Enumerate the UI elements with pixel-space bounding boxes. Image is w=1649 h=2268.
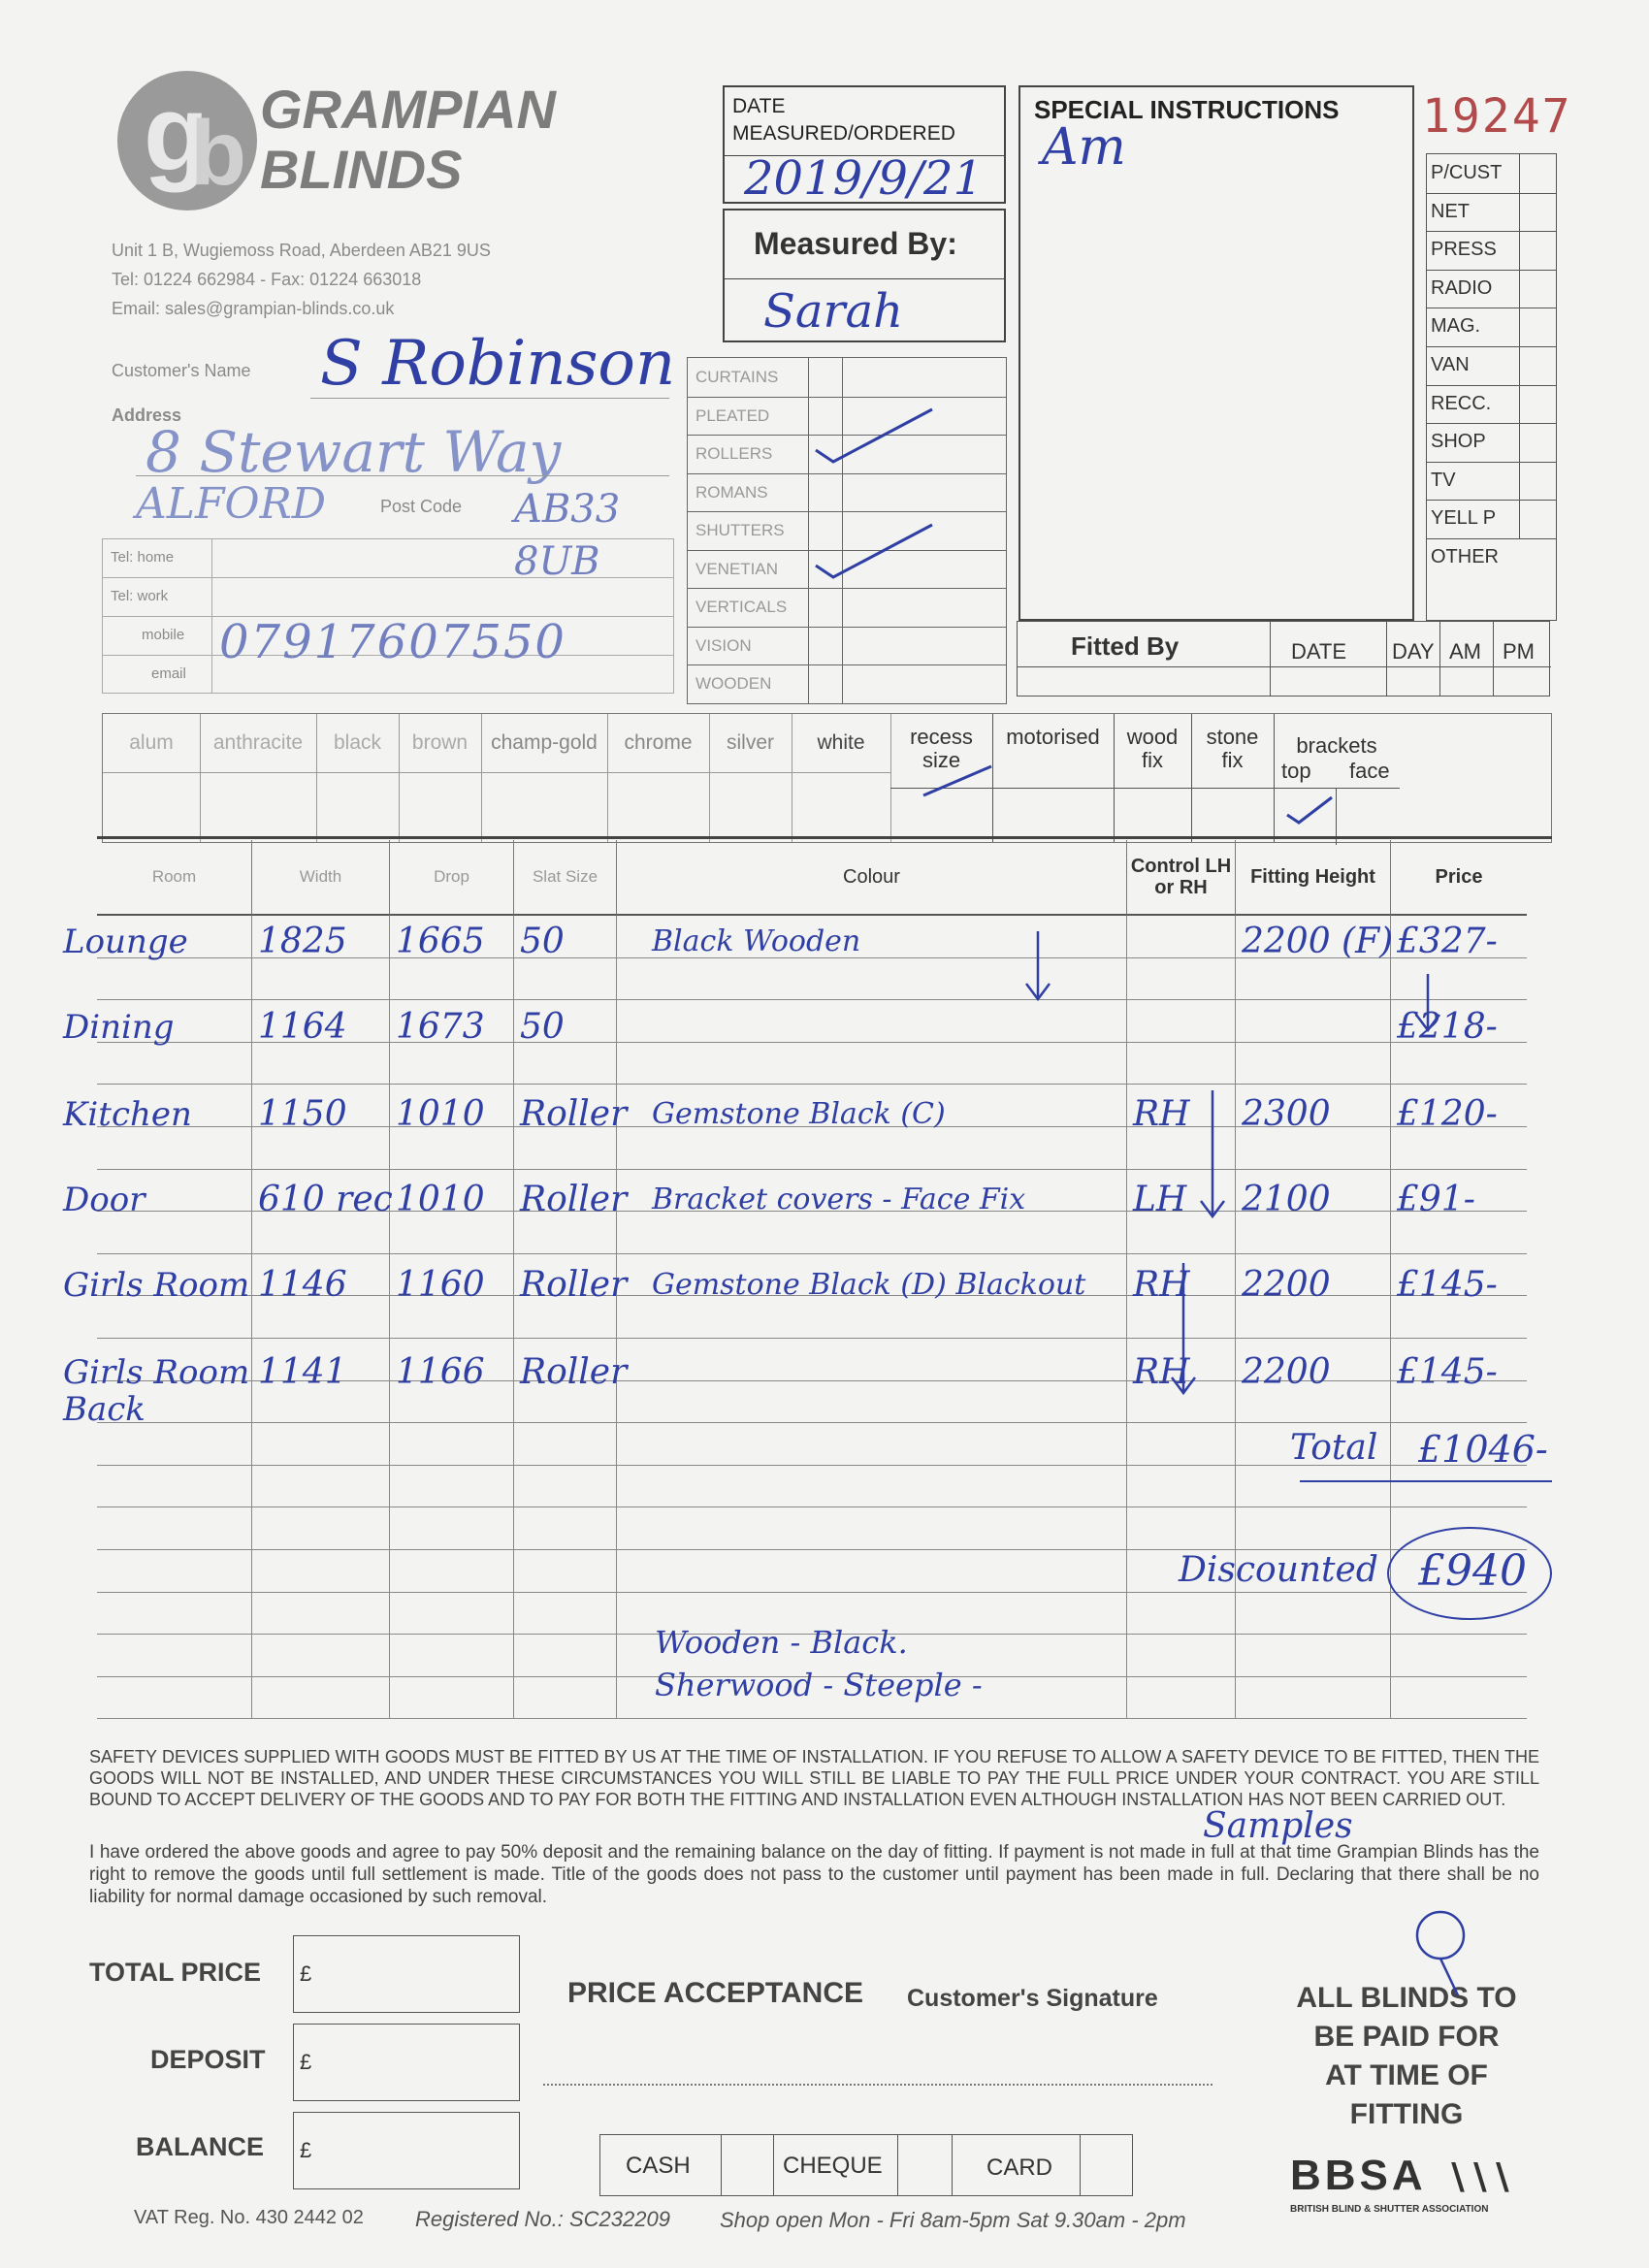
row-room: Kitchen xyxy=(63,1095,192,1134)
phone-box xyxy=(102,538,674,694)
table-cell[interactable] xyxy=(252,1550,390,1593)
column-header-label: Room xyxy=(151,867,197,886)
notice-line-1: ALL BLINDS TO xyxy=(1296,1982,1517,2014)
table-cell[interactable] xyxy=(252,1593,390,1636)
fitted-by-label: Fitted By xyxy=(1071,632,1180,661)
row-width: 610 rec xyxy=(258,1180,393,1219)
cash-label: CASH xyxy=(626,2153,691,2179)
option-wood-fix xyxy=(1114,714,1192,842)
source-checkbox[interactable] xyxy=(1519,385,1557,424)
table-row[interactable] xyxy=(63,1352,1552,1432)
measured-by-label: Measured By: xyxy=(754,226,957,261)
source-label: RADIO xyxy=(1431,276,1493,299)
table-row[interactable] xyxy=(63,1180,1552,1259)
column-header-colour xyxy=(617,840,1127,916)
down-arrow-icon xyxy=(1018,931,1057,1014)
vat-number: VAT Reg. No. 430 2442 02 xyxy=(134,2207,364,2228)
cheque-option[interactable] xyxy=(773,2135,898,2195)
table-cell[interactable] xyxy=(97,1507,252,1550)
row-room: Lounge xyxy=(63,923,188,961)
finish-cell xyxy=(607,714,710,842)
tel-home-label: Tel: home xyxy=(111,549,175,566)
source-label: SHOP xyxy=(1431,431,1486,453)
row-control: RH xyxy=(1133,1352,1190,1392)
finish-cell xyxy=(792,714,891,842)
postcode-label: Post Code xyxy=(380,497,463,516)
option-label: wood fix xyxy=(1126,725,1179,772)
deposit-currency: £ xyxy=(300,2050,312,2074)
table-row[interactable] xyxy=(63,1094,1552,1174)
source-checkbox[interactable] xyxy=(1519,423,1557,462)
row-colour: Black Wooden xyxy=(652,924,861,958)
table-cell[interactable] xyxy=(1127,1507,1236,1550)
finish-checkbox[interactable] xyxy=(709,772,792,845)
fitted-day-label: DAY xyxy=(1392,639,1435,664)
bbsa-logo-stripes: ∖∖∖ xyxy=(1445,2157,1512,2197)
finish-checkbox[interactable] xyxy=(316,772,399,845)
source-label: PRESS xyxy=(1431,239,1497,261)
table-cell[interactable] xyxy=(390,1593,514,1636)
special-instructions-value: Am xyxy=(1042,118,1126,177)
row-price: £327- xyxy=(1397,922,1498,961)
company-tel-fax: Tel: 01224 662984 - Fax: 01224 663018 xyxy=(112,270,422,289)
table-cell[interactable] xyxy=(1127,1677,1236,1720)
row-drop: 1010 xyxy=(396,1180,485,1219)
option-stone-fix xyxy=(1191,714,1275,842)
card-option[interactable] xyxy=(952,2135,1081,2195)
bbsa-name: BRITISH BLIND & SHUTTER ASSOCIATION xyxy=(1290,2204,1489,2215)
product-type-label: ROLLERS xyxy=(695,444,773,463)
payment-notice xyxy=(1242,1979,1571,2134)
check-mark-icon xyxy=(812,407,938,470)
note-line-2: Sherwood - Steeple - xyxy=(655,1667,983,1703)
source-row xyxy=(1427,193,1556,233)
finish-label: silver xyxy=(726,731,774,754)
payment-method-box xyxy=(599,2134,1133,2196)
table-cell[interactable] xyxy=(97,1593,252,1636)
mobile-label: mobile xyxy=(142,627,185,643)
finish-cell xyxy=(200,714,317,842)
cash-option[interactable] xyxy=(600,2135,722,2195)
table-row[interactable] xyxy=(63,1007,1552,1086)
table-cell[interactable] xyxy=(390,1507,514,1550)
fitted-date-label: DATE xyxy=(1291,639,1347,664)
deposit-field[interactable] xyxy=(293,2024,520,2101)
table-cell[interactable] xyxy=(1127,1466,1236,1508)
svg-text:g: g xyxy=(144,74,210,193)
product-type-label: VISION xyxy=(695,635,752,655)
tel-work-label: Tel: work xyxy=(111,588,169,604)
finish-label: white xyxy=(817,731,865,754)
source-row xyxy=(1427,500,1556,539)
total-price-label: TOTAL PRICE xyxy=(89,1958,262,1987)
row-width: 1146 xyxy=(258,1265,347,1305)
table-cell[interactable] xyxy=(514,1677,617,1720)
table-cell[interactable] xyxy=(1236,1635,1391,1677)
product-type-row xyxy=(688,627,1006,666)
order-table xyxy=(63,836,1552,1748)
row-fitting: 2200 xyxy=(1242,1352,1331,1392)
column-header-width xyxy=(252,840,390,916)
card-tick[interactable] xyxy=(1080,2135,1134,2195)
customer-name: S Robinson xyxy=(320,328,676,400)
customer-name-label: Customer's Name xyxy=(112,361,251,380)
bracket-top-label: top xyxy=(1281,759,1311,783)
product-type-label: VERTICALS xyxy=(695,598,788,616)
finish-label: chrome xyxy=(624,731,693,754)
finish-checkbox[interactable] xyxy=(399,772,481,845)
table-cell[interactable] xyxy=(617,1550,1127,1593)
finish-cell xyxy=(481,714,608,842)
finish-label: brown xyxy=(411,731,469,754)
row-room: Door xyxy=(63,1181,146,1219)
row-drop: 1673 xyxy=(396,1007,485,1047)
terms-safety: SAFETY DEVICES SUPPLIED WITH GOODS MUST BE FITTED BY US AT THE TIME OF INSTALLATION. IF YOU REFUSE TO ALLOW A SAFETY DEVICE TO BE FITTED, THEN THE GOODS WILL NOT BE INSTALLED, AND UNDER THESE CIRCUMSTANCES YOU WILL STILL BE LIABLE TO PAY THE FULL PRICE UNDER YOUR CONTRACT. YOU ARE STILL BOUND TO ACCEPT DELIVERY OF THE GOODS AND TO PAY FOR BOTH THE FITTING AND INSTALLATION EVEN ALTHOUGH INSTALLATION HAS NOT BEEN CARRIED OUT. xyxy=(89,1747,1539,1809)
table-cell[interactable] xyxy=(390,1466,514,1508)
source-checkbox[interactable] xyxy=(1519,346,1557,385)
notice-line-2: BE PAID FOR xyxy=(1313,2021,1500,2053)
table-row[interactable] xyxy=(63,922,1552,1001)
table-cell[interactable] xyxy=(252,1677,390,1720)
table-cell[interactable] xyxy=(1236,1466,1391,1508)
check-mark-icon xyxy=(1283,790,1342,833)
table-cell[interactable] xyxy=(617,1466,1127,1508)
product-type-label: PLEATED xyxy=(695,405,770,425)
source-checkbox[interactable] xyxy=(1519,308,1557,346)
source-row xyxy=(1427,270,1556,309)
down-arrow-icon xyxy=(1193,1090,1232,1231)
finish-options-box xyxy=(102,713,1552,843)
option-label: stone fix xyxy=(1206,725,1259,772)
bbsa-logo: BBSA xyxy=(1290,2152,1427,2199)
source-label: VAN xyxy=(1431,354,1470,375)
samples-note: Samples xyxy=(1203,1806,1353,1846)
total-underline xyxy=(1300,1480,1552,1482)
balance-field[interactable] xyxy=(293,2112,520,2189)
source-row xyxy=(1427,231,1556,271)
row-slat: 50 xyxy=(520,1007,565,1047)
deposit-label: DEPOSIT xyxy=(150,2045,266,2074)
source-label: RECC. xyxy=(1431,392,1492,414)
card-label: CARD xyxy=(986,2155,1053,2181)
source-row xyxy=(1427,308,1556,347)
source-label: TV xyxy=(1431,469,1456,491)
column-header-drop xyxy=(390,840,514,916)
table-cell[interactable] xyxy=(514,1507,617,1550)
row-room: Dining xyxy=(63,1008,175,1047)
table-cell[interactable] xyxy=(1391,1677,1527,1720)
table-cell[interactable] xyxy=(1127,1593,1236,1636)
special-instructions-label: SPECIAL INSTRUCTIONS xyxy=(1034,95,1340,124)
finish-label: black xyxy=(333,731,382,754)
cheque-tick[interactable] xyxy=(897,2135,953,2195)
finish-checkbox[interactable] xyxy=(607,772,709,845)
source-row xyxy=(1427,154,1556,194)
finish-checkbox[interactable] xyxy=(103,772,200,845)
row-drop: 1665 xyxy=(396,922,485,961)
company-name-line2: BLINDS xyxy=(260,139,463,200)
column-header-label: Control LH or RH xyxy=(1130,856,1232,898)
row-room: Girls Room xyxy=(63,1266,250,1305)
note-line-1: Wooden - Black. xyxy=(655,1624,908,1661)
product-type-box xyxy=(687,357,1007,704)
company-name-line1: GRAMPIAN xyxy=(260,79,556,140)
special-instructions-box xyxy=(1018,85,1414,621)
finish-label: anthracite xyxy=(212,731,304,754)
product-type-checkbox[interactable] xyxy=(808,358,843,397)
row-room: Girls Room Back xyxy=(63,1353,250,1429)
total-price-field[interactable] xyxy=(293,1935,520,2013)
column-header-fitting xyxy=(1236,840,1391,916)
row-fitting: 2200 xyxy=(1242,1265,1331,1305)
table-cell[interactable] xyxy=(1236,1593,1391,1636)
finish-label: alum xyxy=(129,731,174,754)
signature-scribble-mark xyxy=(1411,1906,1479,2008)
table-cell[interactable] xyxy=(252,1466,390,1508)
check-mark-icon xyxy=(812,523,938,586)
company-logo xyxy=(114,68,260,213)
fitted-am-label: AM xyxy=(1449,639,1481,664)
product-type-label: SHUTTERS xyxy=(695,521,785,539)
product-type-checkbox[interactable] xyxy=(808,627,843,665)
row-slat: Roller xyxy=(520,1180,628,1219)
measured-by-box xyxy=(723,209,1006,342)
date-value: 2019/9/21 xyxy=(744,151,984,206)
svg-text:b: b xyxy=(190,102,247,205)
product-type-checkbox[interactable] xyxy=(808,473,843,512)
row-control: RH xyxy=(1133,1265,1190,1305)
table-cell[interactable] xyxy=(97,1635,252,1677)
cheque-label: CHEQUE xyxy=(783,2153,883,2179)
source-row xyxy=(1427,538,1556,611)
row-price: £91- xyxy=(1397,1180,1475,1219)
column-header-price xyxy=(1391,840,1527,916)
column-header-label: Slat Size xyxy=(532,867,598,886)
table-cell[interactable] xyxy=(390,1635,514,1677)
discounted-value: £940 xyxy=(1418,1546,1527,1596)
row-colour: Bracket covers - Face Fix xyxy=(652,1183,1026,1216)
product-type-label: ROMANS xyxy=(695,482,768,502)
source-checkbox[interactable] xyxy=(1519,231,1557,270)
table-cell[interactable] xyxy=(252,1507,390,1550)
finish-checkbox[interactable] xyxy=(200,772,316,845)
row-fitting: 2200 (F) xyxy=(1242,922,1394,961)
row-slat: Roller xyxy=(520,1265,628,1305)
check-mark-icon xyxy=(920,762,997,806)
option-recess-size xyxy=(890,714,993,842)
source-row xyxy=(1427,423,1556,463)
row-colour: Gemstone Black (D) Blackout xyxy=(652,1268,1086,1302)
row-price: £120- xyxy=(1397,1094,1498,1134)
table-cell[interactable] xyxy=(97,1466,252,1508)
table-cell[interactable] xyxy=(514,1593,617,1636)
row-fitting: 2300 xyxy=(1242,1094,1331,1134)
fitted-by-box xyxy=(1017,621,1550,697)
discounted-label: Discounted xyxy=(1179,1550,1378,1590)
source-checkbox[interactable] xyxy=(1519,154,1557,193)
balance-currency: £ xyxy=(300,2138,312,2162)
column-header-label: Drop xyxy=(434,867,469,886)
column-header-room xyxy=(97,840,252,916)
price-acceptance-label: PRICE ACCEPTANCE xyxy=(567,1977,864,2009)
row-width: 1141 xyxy=(258,1352,347,1392)
down-arrow-icon xyxy=(1408,974,1447,1045)
product-type-row xyxy=(688,473,1006,513)
source-label: MAG. xyxy=(1431,315,1481,338)
finish-cell xyxy=(316,714,400,842)
option-brackets xyxy=(1274,714,1400,842)
product-type-row xyxy=(688,588,1006,628)
email-label: email xyxy=(151,665,186,682)
address-line2: ALFORD xyxy=(136,479,327,529)
terms-payment: I have ordered the above goods and agree to pay 50% deposit and the remaining balance on the day of fitting. If payment is not made in full at that time Grampian Blinds has the right to remove the goods until full settlement is made. Title of the goods does not pass to the customer until payment has been made in full. Declaring that there shall be no liability for normal damage occasioned by such removal. xyxy=(89,1842,1539,1907)
table-cell[interactable] xyxy=(390,1677,514,1720)
finish-cell xyxy=(709,714,792,842)
source-row xyxy=(1427,385,1556,425)
column-header-control xyxy=(1127,840,1236,916)
product-type-checkbox[interactable] xyxy=(808,664,843,703)
table-cell[interactable] xyxy=(390,1550,514,1593)
row-price: £145- xyxy=(1397,1265,1498,1305)
column-header-slat xyxy=(514,840,617,916)
product-type-row xyxy=(688,358,1006,398)
brackets-label: brackets xyxy=(1296,733,1377,758)
table-cell[interactable] xyxy=(1391,1466,1527,1508)
row-drop: 1010 xyxy=(396,1094,485,1134)
finish-checkbox[interactable] xyxy=(481,772,607,845)
table-cell[interactable] xyxy=(97,1677,252,1720)
row-slat: Roller xyxy=(520,1094,628,1134)
row-drop: 1166 xyxy=(396,1352,485,1392)
row-drop: 1160 xyxy=(396,1265,485,1305)
total-value: £1046- xyxy=(1418,1428,1548,1471)
column-header-label: Colour xyxy=(843,866,900,888)
finish-label: champ-gold xyxy=(491,731,598,754)
row-width: 1164 xyxy=(258,1007,347,1047)
table-cell[interactable] xyxy=(1127,1635,1236,1677)
row-price: £218- xyxy=(1397,1007,1498,1047)
finish-cell xyxy=(399,714,482,842)
table-cell[interactable] xyxy=(514,1635,617,1677)
shop-hours: Shop open Mon - Fri 8am-5pm Sat 9.30am - 2pm xyxy=(720,2208,1186,2232)
finish-checkbox[interactable] xyxy=(792,772,890,845)
product-type-row xyxy=(688,664,1006,703)
row-price: £145- xyxy=(1397,1352,1498,1392)
notice-line-3: AT TIME OF xyxy=(1325,2059,1488,2091)
registered-number: Registered No.: SC232209 xyxy=(415,2207,670,2231)
row-width: 1825 xyxy=(258,922,347,961)
table-cell[interactable] xyxy=(1391,1635,1527,1677)
postcode: AB33 8UB xyxy=(514,487,621,584)
source-checkbox[interactable] xyxy=(1519,462,1557,501)
source-checkbox[interactable] xyxy=(1519,500,1557,538)
balance-label: BALANCE xyxy=(136,2132,264,2161)
source-label: NET xyxy=(1431,200,1470,222)
row-slat: 50 xyxy=(520,922,565,961)
source-row xyxy=(1427,346,1556,386)
row-width: 1150 xyxy=(258,1094,347,1134)
table-cell[interactable] xyxy=(514,1550,617,1593)
order-number: 19247 xyxy=(1422,89,1572,144)
fitted-pm-label: PM xyxy=(1503,639,1535,664)
product-type-label: WOODEN xyxy=(695,674,772,693)
source-label: OTHER xyxy=(1431,546,1499,567)
row-fitting: 2100 xyxy=(1242,1180,1331,1219)
product-type-label: CURTAINS xyxy=(695,368,779,386)
customer-signature-label: Customer's Signature xyxy=(907,1985,1158,2012)
cash-tick[interactable] xyxy=(721,2135,774,2195)
address-label: Address xyxy=(112,405,182,425)
source-box xyxy=(1426,153,1557,621)
source-label: P/CUST xyxy=(1431,162,1503,183)
mobile-number: 07917607550 xyxy=(219,615,566,669)
company-address: Unit 1 B, Wugiemoss Road, Aberdeen AB21 9US xyxy=(112,241,491,260)
source-row xyxy=(1427,462,1556,502)
product-type-label: VENETIAN xyxy=(695,559,779,578)
total-label: Total xyxy=(1290,1428,1378,1468)
finish-cell xyxy=(103,714,201,842)
date-label: DATE MEASURED/ORDERED xyxy=(732,95,955,145)
table-cell[interactable] xyxy=(252,1635,390,1677)
source-checkbox[interactable] xyxy=(1519,270,1557,308)
signature-line[interactable] xyxy=(543,2084,1212,2086)
notice-line-4: FITTING xyxy=(1349,2098,1464,2130)
product-type-checkbox[interactable] xyxy=(808,588,843,627)
total-currency: £ xyxy=(300,1961,312,1986)
company-email: Email: sales@grampian-blinds.co.uk xyxy=(112,299,395,318)
table-cell[interactable] xyxy=(617,1507,1127,1550)
column-header-label: Fitting Height xyxy=(1250,866,1375,888)
row-control: LH xyxy=(1133,1180,1187,1219)
table-cell[interactable] xyxy=(1236,1507,1391,1550)
table-cell[interactable] xyxy=(514,1466,617,1508)
table-cell[interactable] xyxy=(1236,1677,1391,1720)
table-cell[interactable] xyxy=(97,1550,252,1593)
table-row[interactable] xyxy=(63,1265,1552,1345)
down-arrow-icon xyxy=(1164,1263,1203,1408)
row-control: RH xyxy=(1133,1094,1190,1134)
address-line1: 8 Stewart Way xyxy=(146,419,562,485)
option-motorised xyxy=(992,714,1115,842)
row-slat: Roller xyxy=(520,1352,628,1392)
option-label: motorised xyxy=(1006,725,1100,749)
option-label: recess size xyxy=(910,725,973,772)
measured-by-value: Sarah xyxy=(763,284,903,339)
column-header-label: Width xyxy=(299,867,342,886)
date-box xyxy=(723,85,1006,204)
row-colour: Gemstone Black (C) xyxy=(652,1097,946,1131)
bracket-face-label: face xyxy=(1349,759,1390,783)
table-top-rule xyxy=(97,836,1552,839)
source-label: YELL P xyxy=(1431,507,1497,530)
column-header-label: Price xyxy=(1435,866,1483,888)
source-checkbox[interactable] xyxy=(1519,193,1557,232)
